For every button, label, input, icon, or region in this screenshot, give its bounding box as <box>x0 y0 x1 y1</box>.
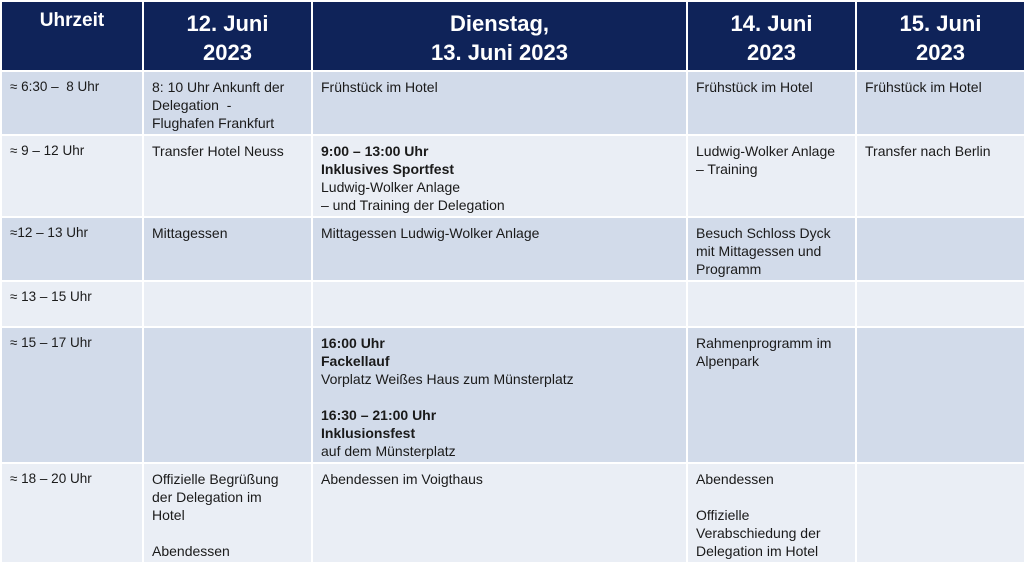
schedule-cell <box>688 218 855 280</box>
cell-line: Frühstück im Hotel <box>321 79 438 95</box>
schedule-cell <box>313 136 686 216</box>
schedule-cell <box>144 464 311 562</box>
cell-line: Frühstück im Hotel <box>696 79 813 95</box>
schedule-cell <box>144 72 311 134</box>
cell-line: Hotel <box>152 507 185 523</box>
cell-line: Ludwig-Wolker Anlage <box>321 179 461 195</box>
schedule-cell <box>688 464 855 562</box>
cell-line: Transfer Hotel Neuss <box>152 143 284 159</box>
cell-line: Programm <box>696 261 762 277</box>
schedule-cell <box>313 464 686 562</box>
cell-line-bold: Inklusives Sportfest <box>321 161 455 177</box>
schedule-cell <box>857 72 1024 134</box>
cell-line: Abendessen <box>696 471 774 487</box>
schedule-cell <box>688 136 855 216</box>
cell-line-bold: Inklusionsfest <box>321 425 416 441</box>
cell-line-bold: Fackellauf <box>321 353 390 369</box>
cell-line: mit Mittagessen und <box>696 243 822 259</box>
cell-line: Besuch Schloss Dyck <box>696 225 831 241</box>
cell-line: Delegation - <box>152 97 232 113</box>
time-cell: ≈12 – 13 Uhr <box>2 218 142 280</box>
cell-line: – Training <box>696 161 758 177</box>
schedule-cell <box>857 328 1024 462</box>
cell-line: Rahmenprogramm im <box>696 335 832 351</box>
cell-line: Transfer nach Berlin <box>865 143 991 159</box>
schedule-cell <box>313 218 686 280</box>
cell-line: Alpenpark <box>696 353 760 369</box>
schedule-cell <box>144 218 311 280</box>
cell-line: – und Training der Delegation <box>321 197 505 213</box>
cell-line: auf dem Münsterplatz <box>321 443 456 459</box>
schedule-cell <box>688 72 855 134</box>
cell-line: Delegation im Hotel <box>696 543 819 559</box>
cell-line: Offizielle <box>696 507 750 523</box>
schedule-cell <box>313 328 686 462</box>
schedule-cell <box>144 136 311 216</box>
header-day-4: 15. Juni 2023 <box>857 2 1024 70</box>
cell-line: 8: 10 Uhr Ankunft der <box>152 79 285 95</box>
schedule-cell <box>857 282 1024 326</box>
schedule-cell <box>857 218 1024 280</box>
header-day-2: Dienstag, 13. Juni 2023 <box>313 2 686 70</box>
header-day-3: 14. Juni 2023 <box>688 2 855 70</box>
cell-line: Mittagessen Ludwig-Wolker Anlage <box>321 225 540 241</box>
schedule-table <box>2 2 1022 559</box>
time-cell: ≈ 18 – 20 Uhr <box>2 464 142 562</box>
cell-line: Abendessen <box>152 543 230 559</box>
time-cell: ≈ 13 – 15 Uhr <box>2 282 142 326</box>
cell-line: Ludwig-Wolker Anlage <box>696 143 836 159</box>
cell-line: Verabschiedung der <box>696 525 821 541</box>
header-time: Uhrzeit <box>2 2 142 70</box>
cell-line: Offizielle Begrüßung <box>152 471 279 487</box>
schedule-cell <box>313 72 686 134</box>
time-cell: ≈ 15 – 17 Uhr <box>2 328 142 462</box>
cell-line: Vorplatz Weißes Haus zum Münsterplatz <box>321 371 574 387</box>
schedule-cell <box>857 136 1024 216</box>
schedule-cell <box>313 282 686 326</box>
cell-line-bold: 16:30 – 21:00 Uhr <box>321 407 437 423</box>
schedule-cell <box>857 464 1024 562</box>
schedule-cell <box>144 328 311 462</box>
header-day-1: 12. Juni 2023 <box>144 2 311 70</box>
cell-line-bold: 16:00 Uhr <box>321 335 385 351</box>
cell-line: Flughafen Frankfurt <box>152 115 275 131</box>
schedule-cell <box>144 282 311 326</box>
schedule-cell <box>688 328 855 462</box>
time-cell: ≈ 9 – 12 Uhr <box>2 136 142 216</box>
cell-line: Abendessen im Voigthaus <box>321 471 483 487</box>
time-cell: ≈ 6:30 – 8 Uhr <box>2 72 142 134</box>
cell-line: der Delegation im <box>152 489 262 505</box>
cell-line: Mittagessen <box>152 225 228 241</box>
cell-line-bold: 9:00 – 13:00 Uhr <box>321 143 429 159</box>
cell-line: Frühstück im Hotel <box>865 79 982 95</box>
schedule-cell <box>688 282 855 326</box>
